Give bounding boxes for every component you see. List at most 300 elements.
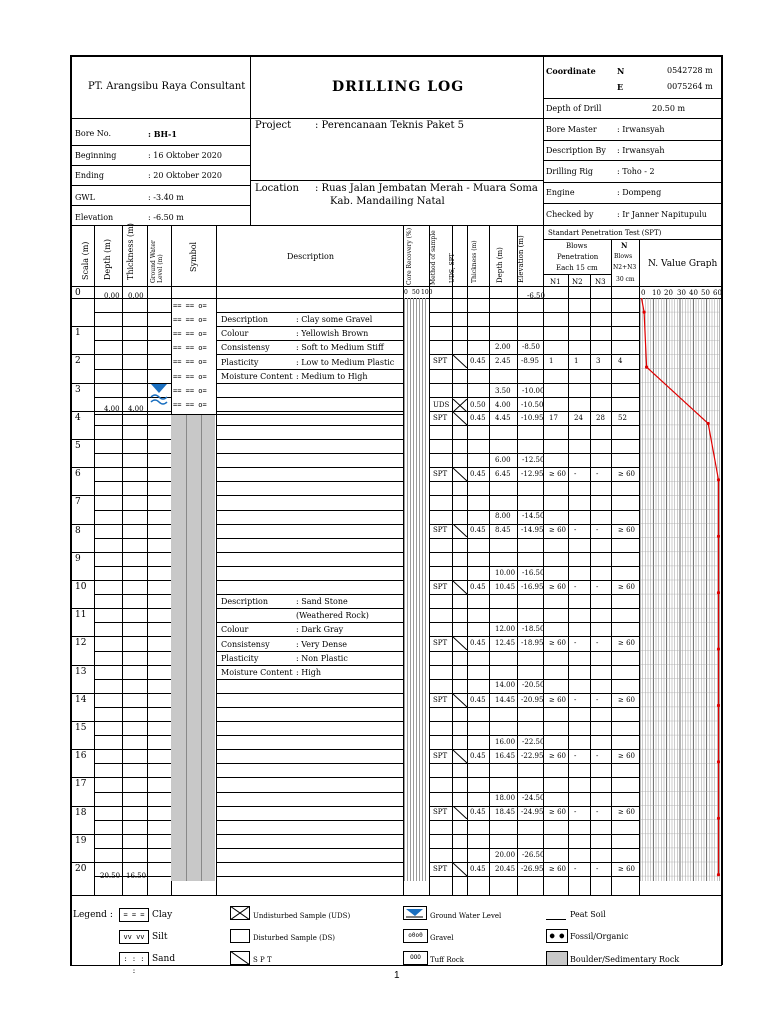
grid-line xyxy=(429,820,639,821)
spt-n2: - xyxy=(574,639,577,648)
grid-line xyxy=(429,383,639,384)
grid-line xyxy=(216,495,403,496)
spt-depth-bottom: 2.45 xyxy=(495,357,511,366)
spt-n1: 1 xyxy=(549,357,554,366)
sample-thickness: 0.45 xyxy=(470,808,486,817)
frame-top xyxy=(70,55,722,57)
symbol-clay-gravel: == == o= xyxy=(173,372,207,381)
spt-n-value: ≥ 60 xyxy=(618,808,635,817)
beginning-label: Beginning xyxy=(75,151,117,160)
grid-line xyxy=(216,721,403,722)
col-depth-header: Depth (m) xyxy=(103,238,112,280)
spt-n-value: ≥ 60 xyxy=(618,526,635,535)
sample-thickness: 0.45 xyxy=(470,413,486,422)
desc1-key: Moisture Content xyxy=(221,371,293,381)
legend-tuff-symbol: OOO xyxy=(403,951,428,965)
header-line xyxy=(70,185,250,186)
scale-label-3: 3 xyxy=(75,384,81,395)
desc2-value: (Weathered Rock) xyxy=(296,611,369,621)
scale-line xyxy=(70,608,94,609)
spt-elev-top: -14.50 xyxy=(522,512,545,521)
spt-elev-bottom: -18.95 xyxy=(521,639,544,648)
col-header-bottom xyxy=(70,286,722,287)
spt-sample-icon xyxy=(453,637,468,650)
legend-gwl-icon xyxy=(403,906,427,920)
spt-n-value: ≥ 60 xyxy=(618,695,635,704)
legend-sand-symbol: : : : : xyxy=(119,952,149,966)
grid-line xyxy=(216,552,403,553)
scale-label-20: 20 xyxy=(75,864,87,874)
spt-n-value: ≥ 60 xyxy=(618,751,635,760)
grid-line xyxy=(216,340,403,341)
spt-depth-top: 12.00 xyxy=(495,625,516,633)
sample-method: SPT xyxy=(433,413,448,422)
ground-water-level-icon xyxy=(150,383,168,405)
description-by-value: : Irwansyah xyxy=(617,146,665,155)
graph-tick-50: 50 xyxy=(701,289,710,297)
desc1-value: : Medium to High xyxy=(296,371,368,381)
legend-fossil-symbol: ● ● xyxy=(546,929,568,943)
sample-thickness: 0.45 xyxy=(470,695,486,704)
scale-label-1: 1 xyxy=(75,328,81,339)
spt-n1: ≥ 60 xyxy=(549,751,566,760)
spt-depth-bottom: 4.00 xyxy=(495,400,511,409)
grid-line xyxy=(216,777,403,778)
grid-line xyxy=(94,425,171,426)
sample-thickness: 0.45 xyxy=(470,639,486,648)
header-line xyxy=(543,203,721,204)
scale-label-14: 14 xyxy=(75,694,87,705)
graph-tick-40: 40 xyxy=(689,289,698,297)
spt-sample-icon xyxy=(453,412,468,425)
core-recovery-column xyxy=(404,298,428,881)
engine-label: Engine xyxy=(546,188,575,197)
grid-line xyxy=(216,792,403,793)
beginning-value: : 16 Oktober 2020 xyxy=(148,151,222,160)
spt-n1: ≥ 60 xyxy=(549,582,566,591)
col-scale-header: Scala (m) xyxy=(81,241,90,280)
sample-method: SPT xyxy=(433,639,448,648)
grid-line xyxy=(94,679,171,680)
spt-elev-bottom: -22.95 xyxy=(521,751,544,760)
graph-tick-30: 30 xyxy=(677,289,686,297)
grid-line xyxy=(94,862,171,863)
spt-n3: - xyxy=(596,864,599,873)
scale-label-10: 10 xyxy=(75,582,87,592)
description-header: Description xyxy=(287,252,334,261)
header-line xyxy=(543,182,721,183)
scale-line xyxy=(70,524,94,525)
depth-of-drill-value: 20.50 m xyxy=(652,104,686,113)
grid-line xyxy=(216,622,403,623)
sample-method: SPT xyxy=(433,582,448,591)
spt-elev-top: -12.50 xyxy=(522,455,545,464)
n-value-point xyxy=(643,311,646,314)
header-line xyxy=(543,98,721,99)
grid-line xyxy=(94,354,171,355)
grid-line xyxy=(94,594,171,595)
legend-silt-symbol: vv vv xyxy=(119,930,149,944)
depth-of-drill-label: Depth of Drill xyxy=(546,104,602,113)
spt-sample-icon xyxy=(453,863,468,876)
scale-line xyxy=(70,411,94,412)
layer1-depth: 4.00 xyxy=(104,405,120,413)
scale-label-8: 8 xyxy=(75,525,81,536)
desc1-key: Description xyxy=(221,315,268,325)
n-col-30cm: 30 cm xyxy=(616,276,635,283)
layer2-depth: 20.50 xyxy=(100,872,121,880)
scale-line xyxy=(70,834,94,835)
grid-line xyxy=(94,735,171,736)
sample-method: UDS xyxy=(433,400,450,409)
scale-label-6: 6 xyxy=(75,469,81,480)
col-gwl-header: Ground Water Level (m) xyxy=(150,240,164,283)
scale-line xyxy=(70,467,94,468)
spt-sample-icon xyxy=(453,355,468,368)
coordinate-label: Coordinate xyxy=(546,66,596,76)
spt-depth-top: 8.00 xyxy=(495,512,511,521)
grid-line xyxy=(429,665,639,666)
sample-thickness: 0.45 xyxy=(470,357,486,366)
n3-label: N3 xyxy=(595,278,606,286)
n-value-point xyxy=(717,535,720,538)
legend-gravel-symbol: o0o0 xyxy=(403,929,428,943)
location-value: : Ruas Jalan Jembatan Merah - Muara Soma xyxy=(315,183,538,194)
legend-tuff-label: Tuff Rock xyxy=(430,956,465,964)
scale-label-9: 9 xyxy=(75,553,81,564)
scale-line xyxy=(70,636,94,637)
sample-method: SPT xyxy=(433,526,448,535)
spt-n-value: ≥ 60 xyxy=(618,864,635,873)
scale-label-18: 18 xyxy=(75,807,87,818)
grid-line xyxy=(429,326,639,327)
grid-line xyxy=(429,552,639,553)
symbol-clay-gravel: == == o= xyxy=(173,386,207,395)
symbol-sub-line xyxy=(186,415,187,881)
spt-depth-bottom: 12.45 xyxy=(495,639,516,648)
spt-elev-top: -24.50 xyxy=(522,794,545,803)
scale-label-12: 12 xyxy=(75,638,87,649)
grid-line xyxy=(216,453,403,454)
spt-sample-icon xyxy=(453,750,468,763)
spt-depth-top: 10.00 xyxy=(495,568,516,577)
desc2-key: Description xyxy=(221,597,268,607)
spt-n3: - xyxy=(596,469,599,478)
scale-label-0: 0 xyxy=(75,288,81,298)
grid-line xyxy=(216,510,403,511)
scale-line xyxy=(70,439,94,440)
scale-label-13: 13 xyxy=(75,666,87,677)
spt-depth-top: 20.00 xyxy=(495,850,516,859)
spt-n3: 28 xyxy=(596,413,605,422)
graph-tick-60: 60 xyxy=(713,289,722,297)
graph-tick-10: 10 xyxy=(652,289,661,297)
scale-line xyxy=(70,777,94,778)
bore-no-label: Bore No. xyxy=(75,129,112,138)
grid-line xyxy=(94,369,171,370)
grid-line xyxy=(216,411,403,412)
grid-line xyxy=(94,665,171,666)
spt-sample-icon xyxy=(453,694,468,707)
legend-clay-symbol: = = = xyxy=(119,908,149,922)
n-col-blows: Blows xyxy=(614,253,633,260)
core-tick-100: 100 xyxy=(421,289,433,296)
scale-line xyxy=(70,693,94,694)
grid-line xyxy=(94,721,171,722)
elevation-top: -6.50 xyxy=(527,292,545,300)
legend-boulder-icon xyxy=(546,951,568,966)
frame-table-bottom xyxy=(70,895,722,896)
spt-sample-icon xyxy=(453,806,468,819)
grid-line xyxy=(216,834,403,835)
ending-label: Ending xyxy=(75,171,104,180)
grid-line xyxy=(429,608,639,609)
spt-n1: ≥ 60 xyxy=(549,469,566,478)
grid-line xyxy=(216,538,403,539)
header-line xyxy=(250,180,543,181)
grid-line xyxy=(429,834,639,835)
frame-right xyxy=(721,55,723,965)
sample-method: SPT xyxy=(433,808,448,817)
spt-n2: - xyxy=(574,582,577,591)
scale-label-16: 16 xyxy=(75,751,87,762)
grid-line xyxy=(94,524,171,525)
n-value-graph-title: N. Value Graph xyxy=(648,259,718,269)
grid-line xyxy=(94,806,171,807)
grid-line xyxy=(216,806,403,807)
grid-line xyxy=(94,834,171,835)
spt-n3: - xyxy=(596,695,599,704)
spt-depth-bottom: 10.45 xyxy=(495,582,516,591)
blows-label-3: Each 15 cm xyxy=(556,264,598,272)
grid-line xyxy=(216,636,403,637)
col-line xyxy=(590,274,591,895)
spt-n3: - xyxy=(596,639,599,648)
sample-thickness: 0.45 xyxy=(470,582,486,591)
legend-sand-label: Sand xyxy=(152,954,176,964)
bore-no-value: : BH-1 xyxy=(148,129,177,139)
grid-line xyxy=(216,580,403,581)
col-uds-header: UDS, SPT xyxy=(449,253,456,283)
grid-line xyxy=(429,651,639,652)
spt-elev-bottom: -10.50 xyxy=(521,400,544,409)
n-value-point xyxy=(717,704,720,707)
symbol-clay-gravel: == == o= xyxy=(173,344,207,353)
legend-silt-label: Silt xyxy=(152,932,168,942)
grid-line xyxy=(94,636,171,637)
grid-line xyxy=(216,679,403,680)
spt-n3: - xyxy=(596,526,599,535)
grid-line xyxy=(216,693,403,694)
scale-line xyxy=(70,354,94,355)
spt-sub-line xyxy=(543,274,611,275)
spt-elev-bottom: -12.95 xyxy=(521,469,544,478)
grid-line xyxy=(94,820,171,821)
graph-tick-0: 0 xyxy=(641,289,646,297)
spt-elev-bottom: -8.95 xyxy=(521,357,539,366)
uds-sample-icon xyxy=(453,399,468,412)
legend-peat-label: Peat Soil xyxy=(570,910,606,919)
sample-thickness: 0.45 xyxy=(470,864,486,873)
spt-elev-bottom: -16.95 xyxy=(521,582,544,591)
spt-elev-top: -22.50 xyxy=(522,737,545,746)
scale-label-4: 4 xyxy=(75,412,81,423)
bore-master-value: : Irwansyah xyxy=(617,125,665,134)
spt-line xyxy=(543,239,721,240)
col-sample-header: Method of sample xyxy=(430,230,437,285)
grid-line xyxy=(216,326,403,327)
n-value-point xyxy=(717,648,720,651)
n-value-point xyxy=(645,366,648,369)
spt-sample-icon xyxy=(453,468,468,481)
legend-spt-icon xyxy=(230,951,250,965)
grid-line xyxy=(216,354,403,355)
grid-line xyxy=(94,312,171,313)
scale-line xyxy=(70,495,94,496)
grid-line xyxy=(429,439,639,440)
grid-line xyxy=(94,777,171,778)
sample-method: SPT xyxy=(433,469,448,478)
grid-line xyxy=(216,876,403,877)
grid-line xyxy=(94,707,171,708)
grid-line xyxy=(429,763,639,764)
spt-depth-bottom: 14.45 xyxy=(495,695,516,704)
layer-thickness-top: 0.00 xyxy=(128,292,144,300)
coordinate-n-value: 0542728 m xyxy=(667,66,713,75)
col-depth2-header: Depth (m) xyxy=(496,247,504,283)
project-label: Project xyxy=(255,120,292,131)
grid-line xyxy=(429,707,639,708)
grid-line xyxy=(216,383,403,384)
checked-by-value: : Ir Janner Napitupulu xyxy=(617,210,707,219)
sample-method: SPT xyxy=(433,357,448,366)
legend-clay-label: Clay xyxy=(152,910,173,920)
col-line xyxy=(611,239,612,895)
core-tick-50: 50 xyxy=(412,289,420,296)
header-line xyxy=(543,160,721,161)
coordinate-e-label: E xyxy=(617,82,624,92)
grid-line xyxy=(216,820,403,821)
col-core-header: Core Recovery (%) xyxy=(406,227,413,285)
grid-line xyxy=(94,326,171,327)
spt-n2: 1 xyxy=(574,357,579,366)
grid-line xyxy=(216,524,403,525)
layer-boundary xyxy=(94,414,403,415)
spt-n1: 17 xyxy=(549,413,558,422)
spt-sample-icon xyxy=(453,524,468,537)
grid-line xyxy=(429,481,639,482)
coordinate-e-value: 0075264 m xyxy=(667,82,713,91)
desc2-value: : Dark Gray xyxy=(296,625,344,635)
spt-n3: - xyxy=(596,751,599,760)
header-line xyxy=(70,165,250,166)
spt-n1: ≥ 60 xyxy=(549,695,566,704)
scale-label-11: 11 xyxy=(75,610,87,621)
sample-thickness: 0.50 xyxy=(470,400,486,409)
spt-elev-top: -10.00 xyxy=(522,386,545,395)
desc1-value: : Yellowish Brown xyxy=(296,329,369,339)
spt-elev-top: -26.50 xyxy=(522,850,545,859)
spt-sample-icon xyxy=(453,581,468,594)
n-value-graph xyxy=(640,298,720,881)
symbol-clay-gravel: == == o= xyxy=(173,400,207,409)
elevation-value: : -6.50 m xyxy=(148,213,184,222)
scale-line xyxy=(70,326,94,327)
legend-gwl-label: Ground Water Level xyxy=(430,912,502,920)
header-line xyxy=(70,205,250,206)
spt-elev-bottom: -14.95 xyxy=(521,526,544,535)
grid-line xyxy=(94,439,171,440)
ending-value: : 20 Oktober 2020 xyxy=(148,171,222,180)
grid-line xyxy=(216,397,403,398)
spt-depth-bottom: 6.45 xyxy=(495,469,511,478)
legend-spt-label: S P T xyxy=(253,956,272,964)
spt-depth-top: 18.00 xyxy=(495,794,516,803)
desc2-value: : High xyxy=(296,667,322,677)
n-value-point xyxy=(717,873,720,876)
grid-line xyxy=(94,848,171,849)
spt-elev-bottom: -24.95 xyxy=(521,808,544,817)
spt-n3: - xyxy=(596,808,599,817)
document-title: DRILLING LOG xyxy=(332,79,465,95)
graph-tick-20: 20 xyxy=(664,289,673,297)
desc1-value: : Soft to Medium Stiff xyxy=(296,343,384,353)
desc1-value: : Clay some Gravel xyxy=(296,315,373,325)
grid-line xyxy=(216,749,403,750)
grid-line xyxy=(94,651,171,652)
grid-line xyxy=(429,721,639,722)
spt-n2: - xyxy=(574,526,577,535)
scale-line xyxy=(70,862,94,863)
spt-elev-top: -16.50 xyxy=(522,568,545,577)
header-div1 xyxy=(250,55,251,225)
bore-master-label: Bore Master xyxy=(546,125,597,134)
scale-label-7: 7 xyxy=(75,497,81,508)
grid-line xyxy=(216,566,403,567)
spt-n-value: ≥ 60 xyxy=(618,469,635,478)
header-line xyxy=(70,118,250,119)
grid-line xyxy=(94,495,171,496)
symbol-clay-gravel: == == o= xyxy=(173,316,207,325)
scale-line xyxy=(70,580,94,581)
desc2-key: Colour xyxy=(221,625,249,635)
legend-ds-icon xyxy=(230,929,250,943)
symbol-clay-gravel: == == o= xyxy=(173,358,207,367)
spt-depth-bottom: 4.45 xyxy=(495,413,511,422)
spt-elev-top: -18.50 xyxy=(522,625,545,633)
blows-label-2: Penetration xyxy=(557,253,599,261)
n-value-point xyxy=(717,591,720,594)
grid-line xyxy=(429,495,639,496)
desc1-key: Consistensy xyxy=(221,343,270,353)
symbol-column-rock xyxy=(171,415,215,881)
spt-n-value: 52 xyxy=(618,413,627,422)
description-by-label: Description By xyxy=(546,146,606,155)
grid-line xyxy=(216,665,403,666)
grid-line xyxy=(216,439,403,440)
spt-elev-bottom: -10.95 xyxy=(521,413,544,422)
spt-depth-bottom: 18.45 xyxy=(495,808,516,817)
layer1-thickness: 4.00 xyxy=(128,405,144,413)
page-number: 1 xyxy=(394,970,400,981)
legend-fossil-label: Fossil/Organic xyxy=(570,932,629,941)
grid-line xyxy=(94,481,171,482)
spt-n-value: ≥ 60 xyxy=(618,582,635,591)
sample-thickness: 0.45 xyxy=(470,469,486,478)
spt-title: Standart Penetration Test (SPT) xyxy=(548,229,662,237)
n-col-label: N xyxy=(621,241,628,250)
grid-line xyxy=(429,876,639,877)
